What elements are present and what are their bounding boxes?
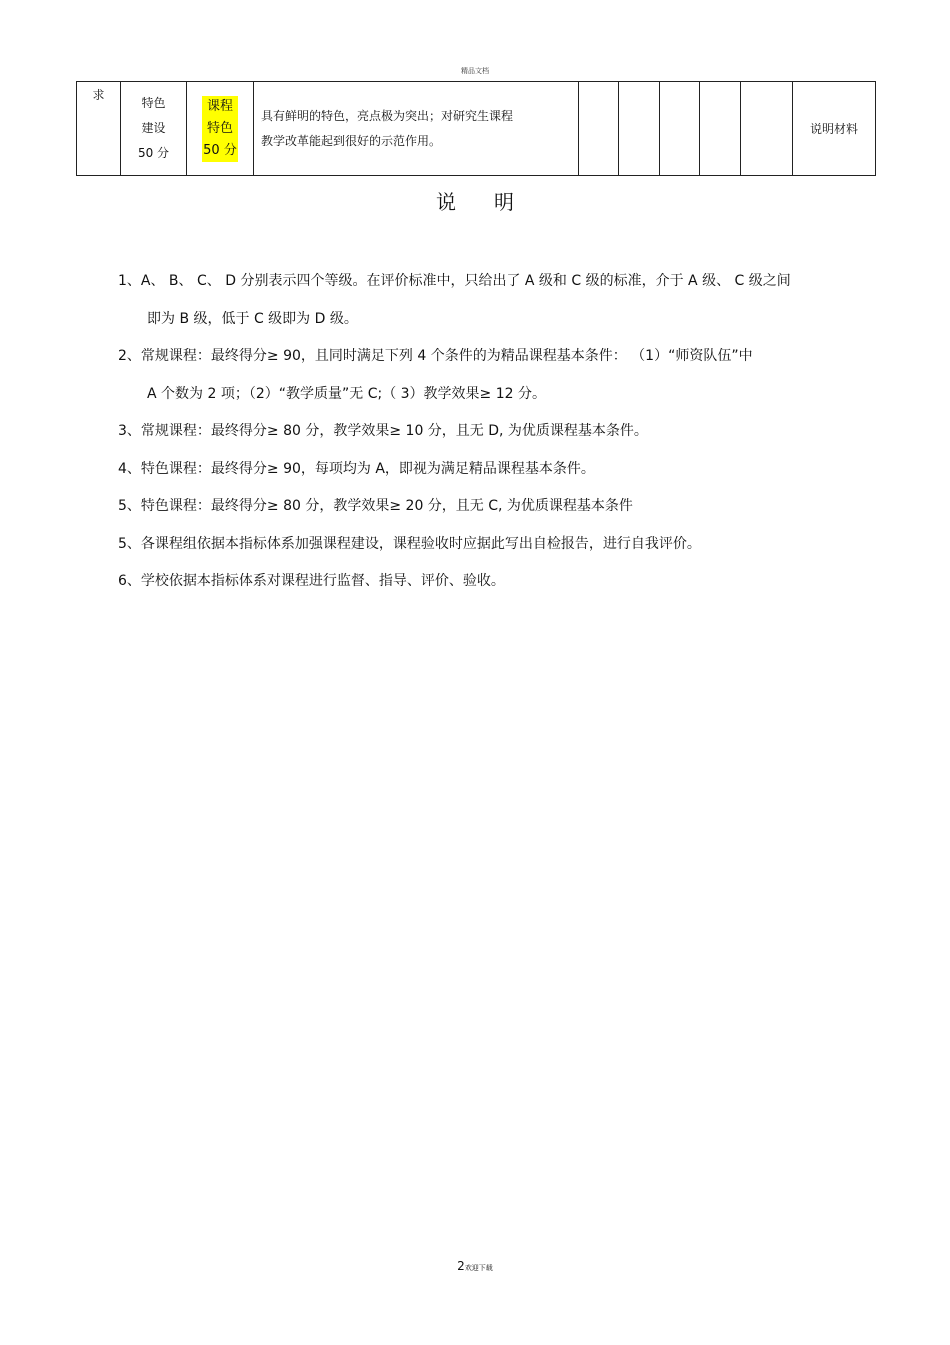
feature-line: 建设: [141, 121, 166, 135]
note-item: 2、常规课程：最终得分≥ 90，且同时满足下列 4 个条件的为精品课程基本条件： （1）“师资队伍”中: [118, 348, 753, 364]
requirement-cell: 求: [77, 82, 121, 176]
course-feature-cell: [187, 82, 254, 176]
note-item: 1、A、 B、 C、 D 分别表示四个等级。在评价标准中，只给出了 A 级和 C 级的标准，介于 A 级、 C 级之间: [118, 273, 791, 289]
grade-cell: [660, 82, 700, 176]
note-item: 6、学校依据本指标体系对课程进行监督、指导、评价、验收。: [118, 573, 505, 589]
grade-cell: [579, 82, 619, 176]
grade-cell: [619, 82, 660, 176]
course-line: 50 分: [203, 142, 237, 158]
description-cell: [254, 82, 579, 176]
page-footer: [0, 1259, 950, 1273]
note-item: A 个数为 2 项；（2）“教学质量”无 C;（ 3）教学效果≥ 12 分。: [147, 385, 546, 402]
note-item: 5、特色课程：最终得分≥ 80 分，教学效果≥ 20 分，且无 C, 为优质课程基本条件: [118, 498, 633, 514]
highlighted-text: [202, 96, 238, 162]
notes-list: [118, 268, 878, 606]
note-item: 即为 B 级，低于 C 级即为 D 级。: [147, 310, 358, 327]
feature-line: 特色: [141, 96, 166, 110]
note-item: 3、常规课程：最终得分≥ 80 分，教学效果≥ 10 分，且无 D, 为优质课程基本条件。: [118, 423, 648, 439]
section-title: 说明: [436, 190, 552, 214]
description-line: 教学改革能起到很好的示范作用。: [261, 133, 442, 148]
feature-cell: [121, 82, 187, 176]
table-row: [77, 82, 876, 176]
course-line: 特色: [206, 120, 233, 136]
grade-cell: [741, 82, 793, 176]
watermark-header: 精品文档: [461, 67, 489, 75]
grade-cell: [700, 82, 741, 176]
description-line: 具有鲜明的特色，亮点极为突出；对研究生课程: [261, 108, 514, 123]
note-item: 4、特色课程：最终得分≥ 90，每项均为 A，即视为满足精品课程基本条件。: [118, 460, 595, 477]
page-number: 2: [457, 1259, 465, 1273]
evaluation-table: [76, 81, 876, 176]
note-item: 5、各课程组依据本指标体系加强课程建设，课程验收时应据此写出自检报告，进行自我评价。: [118, 535, 701, 552]
footer-note: 欢迎下载: [464, 1264, 493, 1272]
material-cell: 说明材料: [793, 82, 876, 176]
feature-line: 50 分: [137, 146, 170, 160]
course-line: 课程: [206, 98, 233, 114]
